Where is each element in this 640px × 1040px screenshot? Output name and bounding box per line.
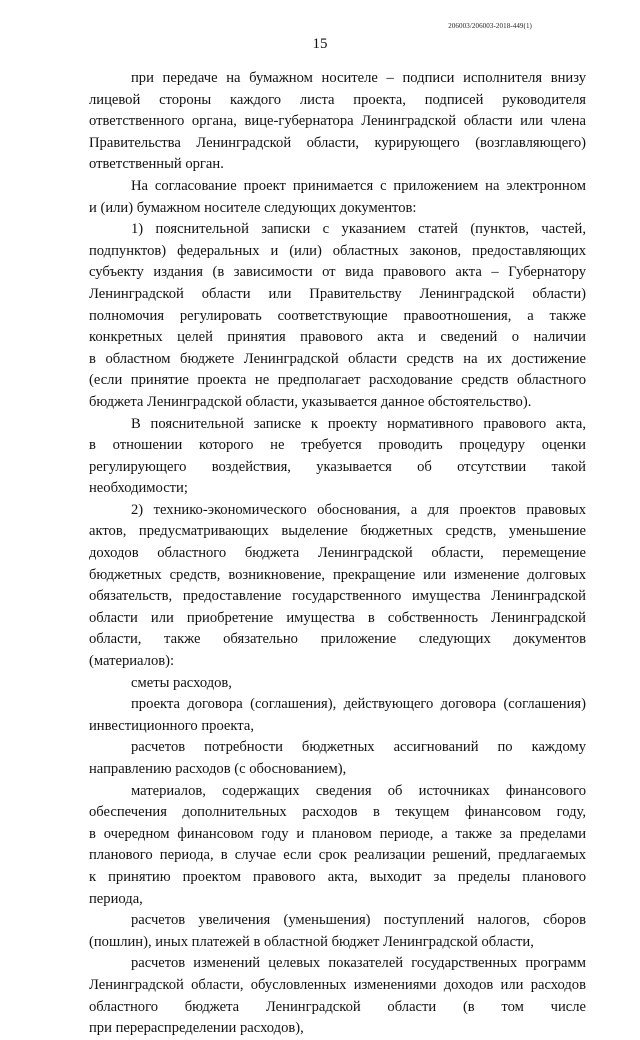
- text-line: ответственного органа, вице-губернатора Ленинградской области или члена: [89, 113, 586, 130]
- text-line: актов, предусматривающих выделение бюджетных средств, уменьшение: [89, 523, 586, 540]
- text-line: периода,: [89, 890, 143, 907]
- text-line: 1) пояснительной записки с указанием статей (пунктов, частей,: [131, 221, 586, 238]
- page-number: 15: [312, 36, 328, 52]
- text-line: в отношении которого не требуется проводить процедуру оценки: [89, 437, 586, 454]
- text-line: ответственный орган.: [89, 156, 224, 173]
- text-line: расчетов потребности бюджетных ассигнований по каждому: [131, 739, 586, 756]
- text-line: области или приобретение имущества в собственность Ленинградской: [89, 609, 586, 626]
- text-line: в очередном финансовом году и плановом периоде, а также за пределами: [89, 825, 586, 842]
- text-line: при перераспределении расходов),: [89, 1020, 304, 1037]
- text-line: при передаче на бумажном носителе – подписи исполнителя внизу: [131, 70, 586, 86]
- text-line: 2) технико-экономического обоснования, а для проектов правовых: [131, 501, 586, 518]
- text-line: направлению расходов (с обоснованием),: [89, 761, 347, 777]
- text-line: полномочия регулировать соответствующие правоотношения, а также: [89, 307, 586, 324]
- text-line: (пошлин), иных платежей в областной бюджет Ленинградской области,: [89, 933, 534, 950]
- text-line: (материалов):: [89, 653, 175, 670]
- text-line: необходимости;: [89, 480, 188, 497]
- text-line: (если принятие проекта не предполагает расходование средств областного: [89, 372, 586, 389]
- text-line: Ленинградской области, обусловленных изменениями доходов или расходов: [89, 976, 586, 993]
- text-line: к принятию проектом правового акта, выходит за пределы планового: [89, 868, 586, 885]
- text-line: конкретных целей принятия правового акта и сведений о наличии: [89, 329, 586, 346]
- text-line: проекта договора (соглашения), действующего договора (соглашения): [131, 696, 586, 713]
- text-line: инвестиционного проекта,: [89, 717, 254, 734]
- text-line: В пояснительной записке к проекту нормативного правового акта,: [131, 415, 586, 432]
- text-line: материалов, содержащих сведения об источниках финансового: [131, 782, 586, 799]
- text-line: и (или) бумажном носителе следующих документов:: [89, 199, 417, 216]
- text-line: расчетов увеличения (уменьшения) поступлений налогов, сборов: [131, 912, 586, 929]
- text-line: бюджета Ленинградской области, указывается данное обстоятельство).: [89, 393, 532, 410]
- text-line: обеспечения дополнительных расходов в текущем финансовом году,: [89, 804, 586, 821]
- text-line: субъекту издания (в зависимости от вида правового акта – Губернатору: [89, 264, 586, 281]
- text-line: бюджетных средств, возникновение, прекращение или изменение долговых: [89, 566, 586, 583]
- text-line: лицевой стороны каждого листа проекта, подписей руководителя: [89, 91, 586, 108]
- text-line: областного бюджета Ленинградской области (в том числе: [89, 998, 586, 1015]
- text-line: расчетов изменений целевых показателей государственных программ: [131, 955, 586, 972]
- text-line: доходов областного бюджета Ленинградской области, перемещение: [89, 545, 586, 562]
- text-line: области, также обязательно приложение следующих документов: [89, 631, 586, 648]
- text-line: обязательств, предоставление государственного имущества Ленинградской: [89, 588, 586, 605]
- text-line: в областном бюджете Ленинградской области средств на их достижение: [89, 350, 586, 367]
- text-line: Правительства Ленинградской области, курирующего (возглавляющего): [89, 134, 586, 151]
- text-line: На согласование проект принимается с приложением на электронном: [131, 177, 586, 194]
- document-body: [89, 68, 586, 1040]
- document-code: 206003/206003-2018-449(1): [448, 22, 532, 30]
- text-line: планового периода, в случае если срок реализации решений, предлагаемых: [89, 847, 586, 864]
- text-line: Ленинградской области или Правительству Ленинградской области): [89, 285, 586, 302]
- text-line: сметы расходов,: [131, 674, 232, 691]
- text-line: регулирующего воздействия, указывается об отсутствии такой: [89, 458, 586, 475]
- text-line: подпунктов) федеральных и (или) областных законов, предоставляющих: [89, 242, 586, 259]
